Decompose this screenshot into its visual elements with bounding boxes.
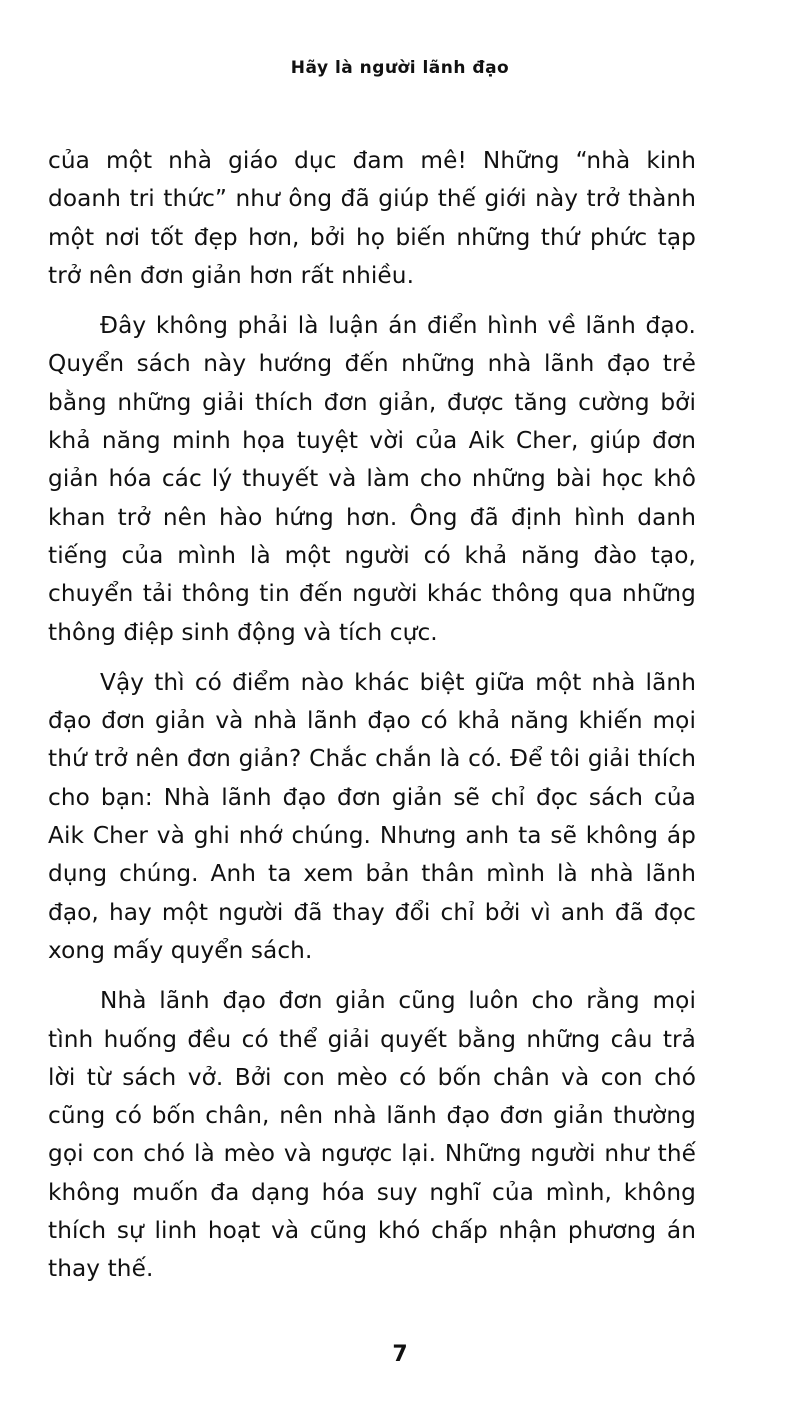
paragraph-1-continuation: của một nhà giáo dục đam mê! Những “nhà kinh doanh tri thức” như ông đã giúp thế giới này trở thành một nơi tốt đẹp hơn, bởi họ biến những thứ phức tạp trở nên đơn giản hơn rất nhiều. [48,147,696,289]
running-header-title: Hãy là người lãnh đạo [290,58,510,78]
paragraph-4: Nhà lãnh đạo đơn giản cũng luôn cho rằng mọi tình huống đều có thể giải quyết bằng những câu trả lời từ sách vở. Bởi con mèo có bốn chân và con chó cũng có bốn chân, nên nhà lãnh đạo đơn giản thường gọi con chó là mèo và ngược lại. Những người như thế không muốn đa dạng hóa suy nghĩ của mình, không thích sự linh hoạt và cũng khó chấp nhận phương án thay thế. [48,987,696,1283]
paragraph-2: Đây không phải là luận án điển hình về lãnh đạo. Quyển sách này hướng đến những nhà lãnh đạo trẻ bằng những giải thích đơn giản, được tăng cường bởi khả năng minh họa tuyệt vời của Aik Cher, giúp đơn giản hóa các lý thuyết và làm cho những bài học khô khan trở nên hào hứng hơn. Ông đã định hình danh tiếng của mình là một người có khả năng đào tạo, chuyển tải thông tin đến người khác thông qua những thông điệp sinh động và tích cực. [48,312,696,646]
paragraph-3: Vậy thì có điểm nào khác biệt giữa một nhà lãnh đạo đơn giản và nhà lãnh đạo có khả năng khiến mọi thứ trở nên đơn giản? Chắc chắn là có. Để tôi giải thích cho bạn: Nhà lãnh đạo đơn giản sẽ chỉ đọc sách của Aik Cher và ghi nhớ chúng. Nhưng anh ta sẽ không áp dụng chúng. Anh ta xem bản thân mình là nhà lãnh đạo, hay một người đã thay đổi chỉ bởi vì anh đã đọc xong mấy quyển sách. [48,668,696,964]
body-text [48,142,696,1289]
page-number: 7 [392,1342,408,1367]
